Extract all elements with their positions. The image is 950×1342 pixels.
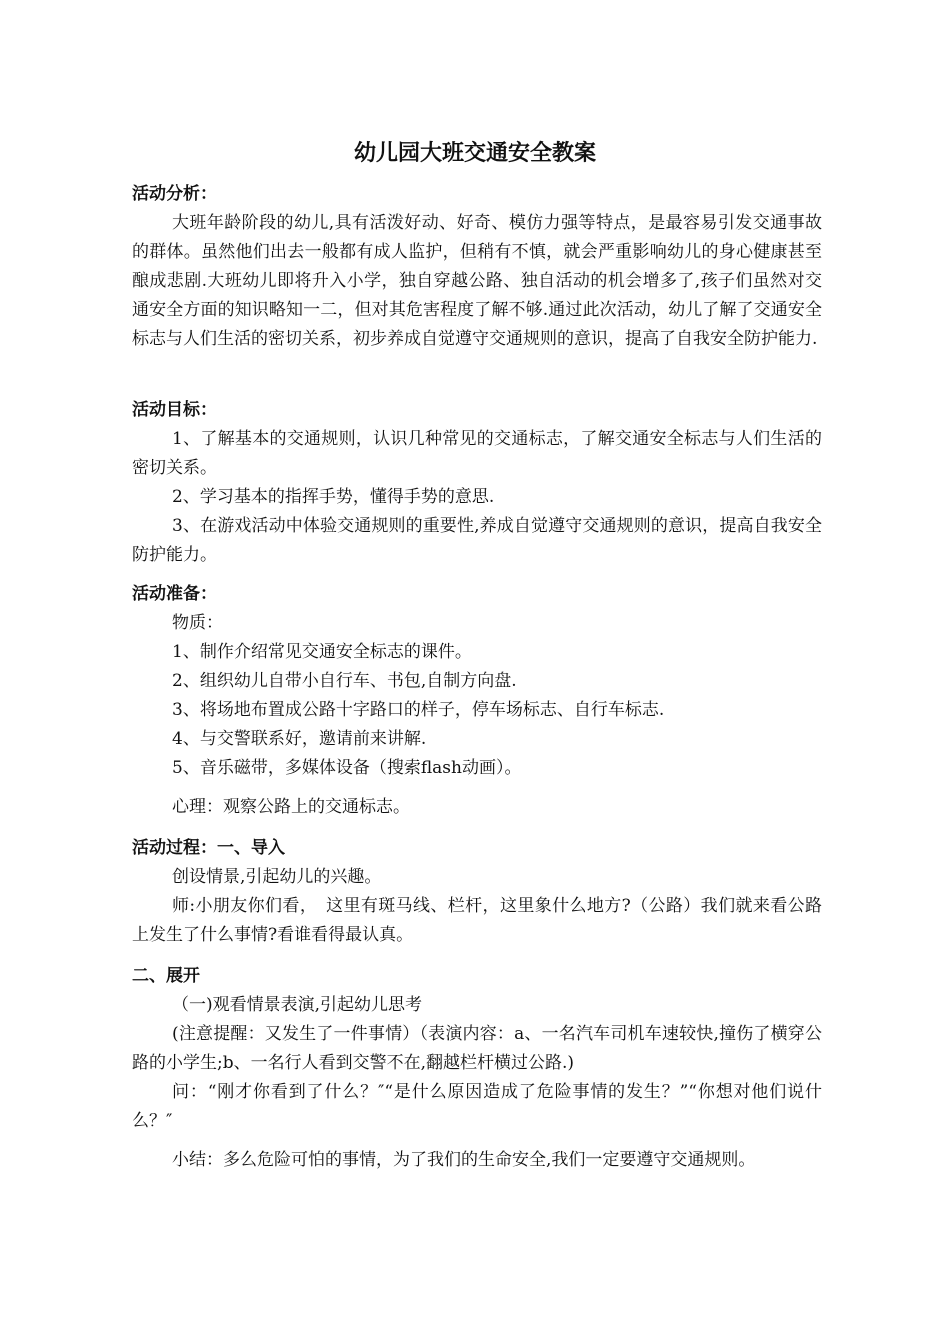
section-expand — [132, 962, 822, 1175]
prep-mental: 心理：观察公路上的交通标志。 — [172, 797, 410, 817]
prep-item: 1、制作介绍常见交通安全标志的课件。 — [172, 642, 472, 662]
prep-sub: 物质： — [172, 613, 223, 633]
prep-item: 4、与交警联系好，邀请前来讲解. — [172, 729, 427, 749]
section-process — [132, 834, 822, 950]
goal-item: 1、了解基本的交通规则，认识几种常见的交通标志，了解交通安全标志与人们生活的密切关系。 — [132, 429, 822, 478]
process-p2: 师:小朋友你们看， 这里有斑马线、栏杆，这里象什么地方?（公路）我们就来看公路上发生了什么事情?看谁看得最认真。 — [132, 896, 822, 945]
section-analysis — [132, 180, 822, 354]
expand-p2: (注意提醒：又发生了一件事情）（表演内容：a、一名汽车司机车速较快,撞伤了横穿公路的小学生;b、一名行人看到交警不在,翻越栏杆横过公路.) — [132, 1024, 822, 1073]
goal-item: 3、在游戏活动中体验交通规则的重要性,养成自觉遵守交通规则的意识，提高自我安全防护能力。 — [132, 516, 822, 565]
expand-heading: 二、展开 — [132, 966, 200, 986]
expand-p4: 小结：多么危险可怕的事情，为了我们的生命安全,我们一定要遵守交通规则。 — [172, 1150, 756, 1170]
process-heading: 活动过程：一、导入 — [132, 838, 285, 858]
section-prep — [132, 580, 822, 822]
document-title: 幼儿园大班交通安全教案 — [353, 141, 596, 166]
analysis-text: 大班年龄阶段的幼儿,具有活泼好动、好奇、模仿力强等特点，是最容易引发交通事故的群体。虽然他们出去一般都有成人监护，但稍有不慎，就会严重影响幼儿的身心健康甚至酿成悲剧.大班幼儿即将升入小学，独自穿越公路、独自活动的机会增多了,孩子们虽然对交通安全方面的知识略知一二，但对其危害程度了解不够.通过此次活动，幼儿了解了交通安全标志与人们生活的密切关系，初步养成自觉遵守交通规则的意识，提高了自我安全防护能力. — [132, 213, 822, 349]
section-goals — [132, 396, 822, 570]
goals-heading: 活动目标： — [132, 400, 217, 420]
prep-item: 5、音乐磁带，多媒体设备（搜索flash动画）。 — [172, 758, 522, 778]
expand-p1: （一)观看情景表演,引起幼儿思考 — [172, 995, 423, 1015]
goal-item: 2、学习基本的指挥手势，懂得手势的意思. — [172, 487, 495, 507]
process-p1: 创设情景,引起幼儿的兴趣。 — [172, 867, 382, 887]
prep-heading: 活动准备： — [132, 584, 217, 604]
prep-item: 2、组织幼儿自带小自行车、书包,自制方向盘. — [172, 671, 517, 691]
analysis-heading: 活动分析： — [132, 184, 217, 204]
prep-item: 3、将场地布置成公路十字路口的样子，停车场标志、自行车标志. — [172, 700, 665, 720]
expand-p3: 问：“刚才你看到了什么？″“是什么原因造成了危险事情的发生？”“你想对他们说什么？″ — [132, 1082, 822, 1131]
